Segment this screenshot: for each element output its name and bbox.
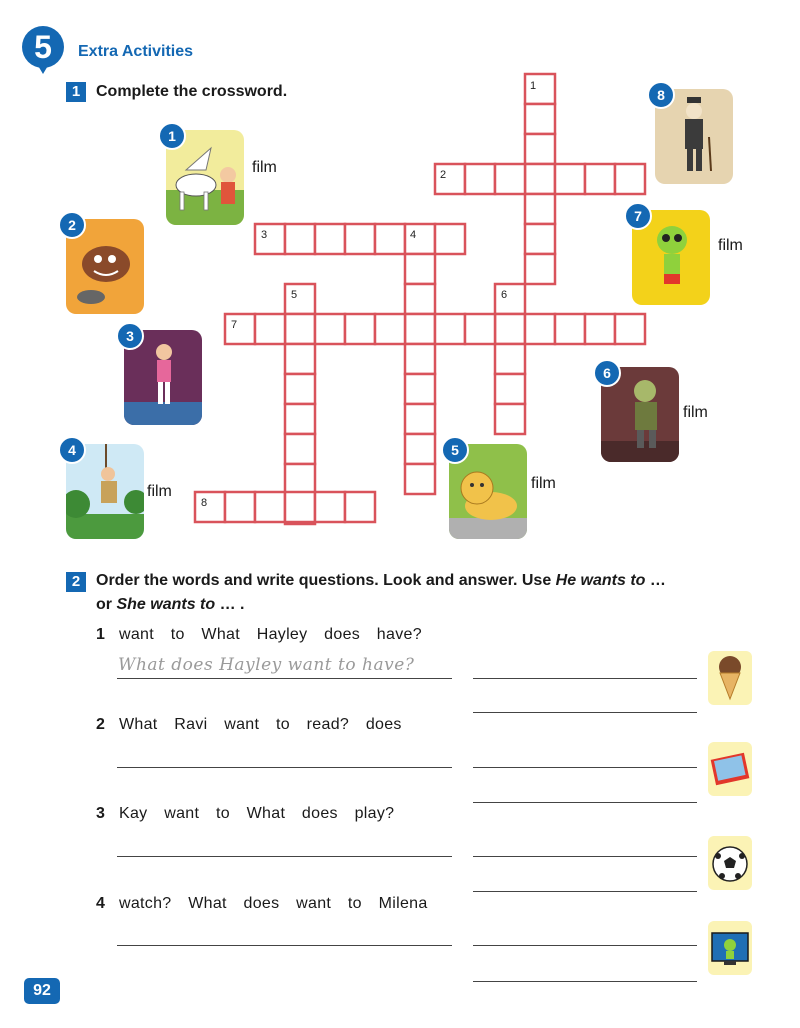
crossword-cell[interactable] bbox=[315, 492, 345, 522]
crossword-cell[interactable] bbox=[585, 314, 615, 344]
ice-cream-picture bbox=[708, 651, 752, 705]
crossword-cell[interactable] bbox=[435, 224, 465, 254]
crossword-cell[interactable] bbox=[315, 314, 345, 344]
crossword-cell[interactable] bbox=[285, 224, 315, 254]
crossword-cell[interactable] bbox=[195, 492, 225, 522]
film-label-4: film bbox=[147, 483, 172, 500]
crossword-cell[interactable] bbox=[465, 314, 495, 344]
answer-2-line-b[interactable] bbox=[473, 802, 697, 803]
exercise-2-number: 2 bbox=[66, 572, 86, 592]
crossword-cell[interactable] bbox=[405, 284, 435, 314]
picture-7-number: 7 bbox=[624, 202, 652, 230]
answer-4-line-b[interactable] bbox=[473, 981, 697, 982]
crossword-cell[interactable] bbox=[255, 314, 285, 344]
question-4-number: 4 bbox=[96, 895, 105, 912]
answer-4-line-a[interactable] bbox=[473, 945, 697, 946]
crossword-cell[interactable] bbox=[285, 284, 315, 314]
question-2-words: What Ravi want to read? does bbox=[119, 716, 402, 733]
crossword-cell[interactable] bbox=[435, 314, 465, 344]
picture-4-number: 4 bbox=[58, 436, 86, 464]
crossword-cell[interactable] bbox=[285, 434, 315, 464]
clue-number-7: 7 bbox=[231, 319, 238, 331]
crossword-cell[interactable] bbox=[525, 224, 555, 254]
crossword-cell[interactable] bbox=[345, 224, 375, 254]
picture-2-number: 2 bbox=[58, 211, 86, 239]
crossword-cell[interactable] bbox=[255, 492, 285, 522]
crossword-cell[interactable] bbox=[345, 314, 375, 344]
clue-number-1: 1 bbox=[530, 80, 537, 92]
question-3-number: 3 bbox=[96, 805, 105, 822]
tv-alien-picture bbox=[708, 921, 752, 975]
question-3-words: Kay want to What does play? bbox=[119, 805, 395, 822]
crossword-cell[interactable] bbox=[465, 164, 495, 194]
exercise-1-instruction: Complete the crossword. bbox=[96, 83, 288, 100]
crossword-cell[interactable] bbox=[495, 404, 525, 434]
crossword-cell[interactable] bbox=[285, 344, 315, 374]
crossword-cell[interactable] bbox=[495, 344, 525, 374]
exercise-1-number: 1 bbox=[66, 82, 86, 102]
picture-8-number: 8 bbox=[647, 81, 675, 109]
crossword-cell[interactable] bbox=[405, 314, 435, 344]
crossword-cell[interactable] bbox=[225, 314, 255, 344]
unit-title: Extra Activities bbox=[78, 43, 194, 60]
question-1-number: 1 bbox=[96, 626, 105, 643]
crossword-cell[interactable] bbox=[285, 492, 315, 522]
crossword-cell[interactable] bbox=[585, 164, 615, 194]
film-label-5: film bbox=[531, 475, 556, 492]
crossword-cell[interactable] bbox=[615, 164, 645, 194]
question-1-example-answer: What does Hayley want to have? bbox=[118, 655, 415, 675]
crossword-cell[interactable] bbox=[495, 374, 525, 404]
crossword-cell[interactable] bbox=[525, 254, 555, 284]
question-2-write-line[interactable] bbox=[117, 767, 452, 768]
film-label-6: film bbox=[683, 404, 708, 421]
page-number: 92 bbox=[24, 978, 60, 1004]
question-4-write-line[interactable] bbox=[117, 945, 452, 946]
crossword-cell[interactable] bbox=[345, 492, 375, 522]
picture-5-number: 5 bbox=[441, 436, 469, 464]
crossword-cell[interactable] bbox=[555, 164, 585, 194]
crossword-cell[interactable] bbox=[285, 374, 315, 404]
question-1-write-line[interactable] bbox=[117, 678, 452, 679]
exercise-2-instruction-line-2: or She wants to … . bbox=[96, 596, 245, 613]
answer-1-line-a[interactable] bbox=[473, 678, 697, 679]
unit-number-badge: 5 bbox=[22, 26, 64, 68]
clue-number-2: 2 bbox=[440, 169, 447, 181]
answer-3-line-b[interactable] bbox=[473, 891, 697, 892]
exercise-2-instruction-line-1: Order the words and write questions. Look and answer. Use He wants to … bbox=[96, 572, 666, 589]
crossword-cell[interactable] bbox=[525, 194, 555, 224]
crossword-cell[interactable] bbox=[525, 104, 555, 134]
crossword-cell[interactable] bbox=[525, 164, 555, 194]
crossword-cell[interactable] bbox=[405, 434, 435, 464]
question-1-words: want to What Hayley does have? bbox=[119, 626, 422, 643]
crossword-cell[interactable] bbox=[405, 404, 435, 434]
question-4-words: watch? What does want to Milena bbox=[119, 895, 428, 912]
football-picture bbox=[708, 836, 752, 890]
crossword-cell[interactable] bbox=[315, 224, 345, 254]
film-label-1: film bbox=[252, 159, 277, 176]
clue-number-3: 3 bbox=[261, 229, 268, 241]
answer-3-line-a[interactable] bbox=[473, 856, 697, 857]
clue-number-8: 8 bbox=[201, 497, 208, 509]
crossword-cell[interactable] bbox=[375, 224, 405, 254]
answer-1-line-b[interactable] bbox=[473, 712, 697, 713]
crossword-cell[interactable] bbox=[225, 492, 255, 522]
crossword-cell[interactable] bbox=[405, 374, 435, 404]
answer-2-line-a[interactable] bbox=[473, 767, 697, 768]
clue-number-6: 6 bbox=[501, 289, 508, 301]
crossword-cell[interactable] bbox=[405, 254, 435, 284]
question-3-write-line[interactable] bbox=[117, 856, 452, 857]
crossword-cell[interactable] bbox=[285, 404, 315, 434]
crossword-cell[interactable] bbox=[525, 314, 555, 344]
crossword-cell[interactable] bbox=[405, 464, 435, 494]
crossword-cell[interactable] bbox=[495, 284, 525, 314]
picture-3-number: 3 bbox=[116, 322, 144, 350]
crossword-cell[interactable] bbox=[555, 314, 585, 344]
film-label-7: film bbox=[718, 237, 743, 254]
crossword-cell[interactable] bbox=[255, 224, 285, 254]
crossword-cell[interactable] bbox=[525, 134, 555, 164]
crossword-cell[interactable] bbox=[405, 344, 435, 374]
picture-1-number: 1 bbox=[158, 122, 186, 150]
picture-6-number: 6 bbox=[593, 359, 621, 387]
crossword-cell[interactable] bbox=[495, 314, 525, 344]
crossword-cell[interactable] bbox=[615, 314, 645, 344]
crossword-cell[interactable] bbox=[285, 464, 315, 494]
clue-number-5: 5 bbox=[291, 289, 298, 301]
crossword-cell[interactable] bbox=[285, 314, 315, 344]
clue-number-4: 4 bbox=[410, 229, 417, 241]
crossword-cell[interactable] bbox=[495, 164, 525, 194]
crossword-cell[interactable] bbox=[375, 314, 405, 344]
comic-book-picture bbox=[708, 742, 752, 796]
question-2-number: 2 bbox=[96, 716, 105, 733]
